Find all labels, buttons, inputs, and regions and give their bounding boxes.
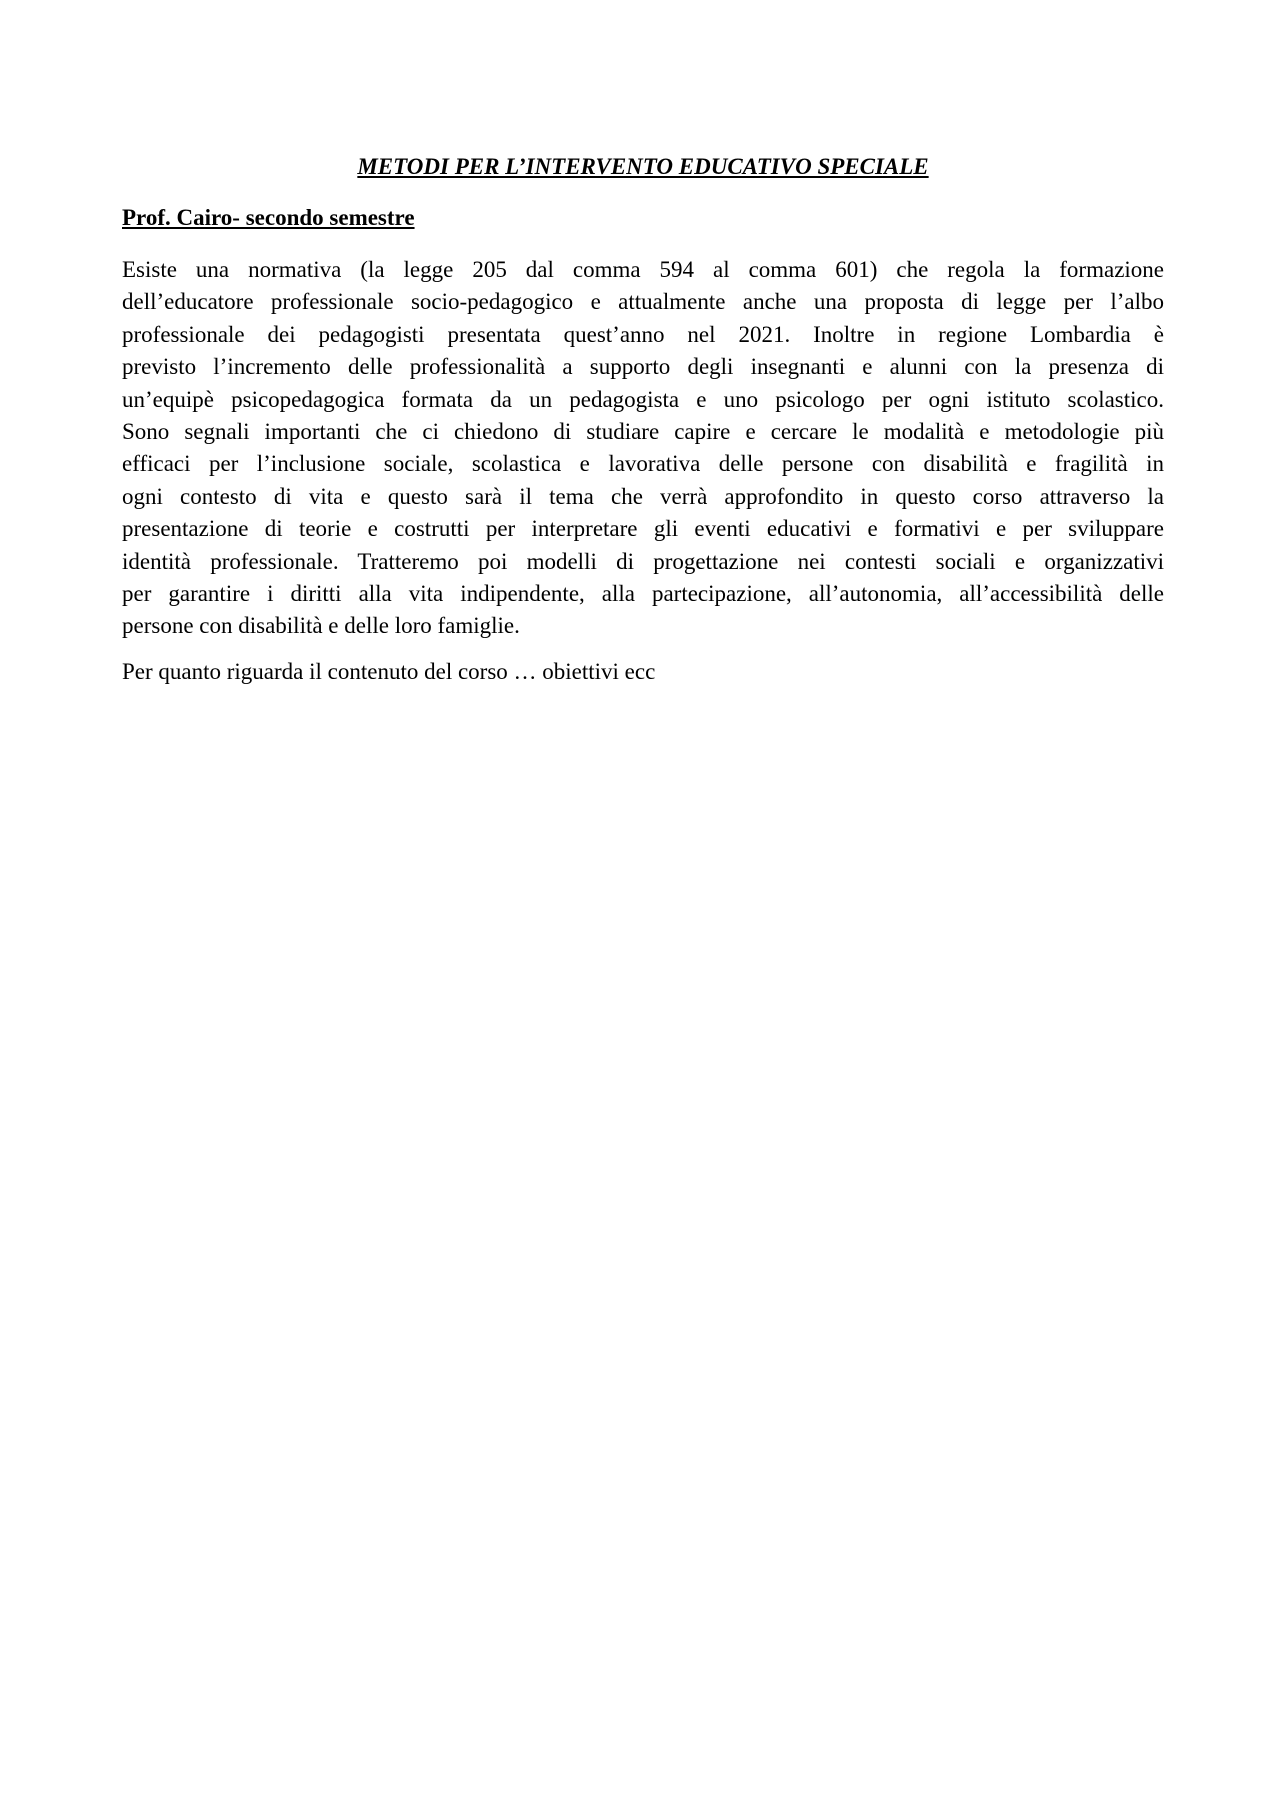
body-line: un’equipè psicopedagogica formata da un pedagogista e uno psicologo per ogni istituto scolastico. — [122, 386, 1164, 412]
body-line: Esiste una normativa (la legge 205 dal comma 594 al comma 601) che regola la formazione — [122, 257, 1164, 282]
body-line: professionale dei pedagogisti presentata quest’anno nel 2021. Inoltre in regione Lombardia è — [122, 321, 1164, 347]
body-line: previsto l’incremento delle professionalità a supporto degli insegnanti e alunni con la presenza di — [122, 354, 1164, 380]
body-line: per garantire i diritti alla vita indipendente, alla partecipazione, all’autonomia, all’accessibilità delle — [122, 581, 1164, 607]
body-line: identità professionale. Tratteremo poi modelli di progettazione nei contesti sociali e organizzativi — [122, 548, 1164, 574]
document-title: METODI PER L’INTERVENTO EDUCATIVO SPECIALE — [357, 154, 929, 179]
body-line: persone con disabilità e delle loro famiglie. — [122, 613, 520, 639]
body-line: presentazione di teorie e costrutti per interpretare gli eventi educativi e formativi e per sviluppare — [122, 516, 1164, 542]
body-line: Sono segnali importanti che ci chiedono di studiare capire e cercare le modalità e metodologie più — [122, 419, 1164, 445]
body-line: efficaci per l’inclusione sociale, scolastica e lavorativa delle persone con disabilità e fragilità in — [122, 451, 1164, 477]
document-subtitle: Prof. Cairo- secondo semestre — [122, 205, 415, 230]
closing-paragraph: Per quanto riguarda il contenuto del corso … obiettivi ecc — [122, 659, 656, 684]
body-line: ogni contesto di vita e questo sarà il tema che verrà approfondito in questo corso attraverso la — [122, 483, 1164, 509]
body-line: dell’educatore professionale socio-pedagogico e attualmente anche una proposta di legge per l’albo — [122, 289, 1164, 315]
body-paragraph — [122, 254, 1164, 643]
